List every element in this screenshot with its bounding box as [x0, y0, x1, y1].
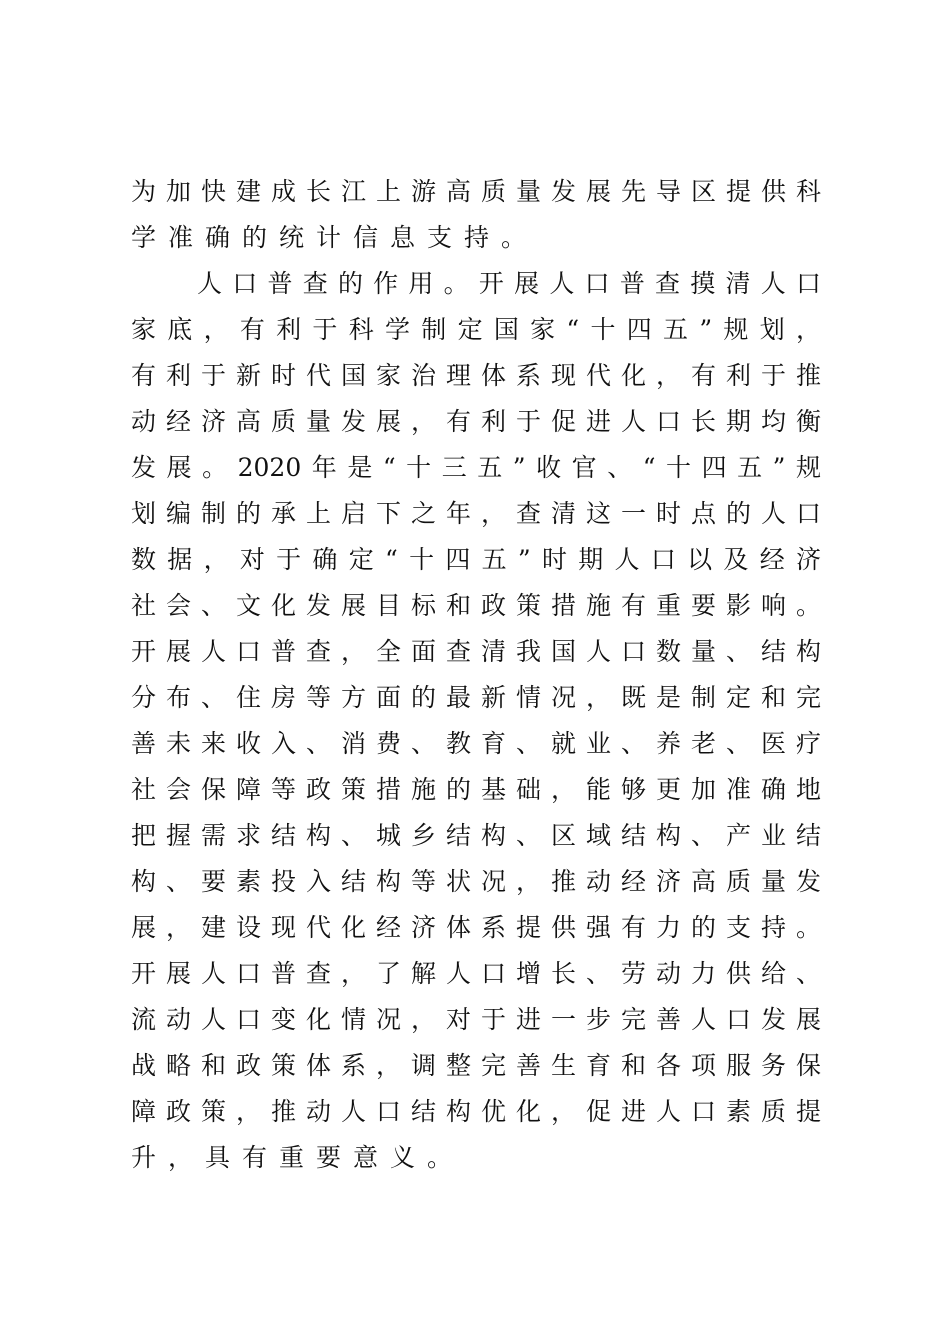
text-line-5: 有利于新时代国家治理体系现代化，有利于推 — [131, 361, 821, 390]
text-line-6: 动经济高质量发展，有利于促进人口长期均衡 — [131, 407, 821, 436]
text-line-21: 障政策，推动人口结构优化，促进人口素质提 — [131, 1097, 821, 1126]
text-line-9: 数据，对于确定“十四五”时期人口以及经济 — [131, 545, 821, 574]
text-line-10: 社会、文化发展目标和政策措施有重要影响。 — [131, 591, 821, 620]
text-line-19: 流动人口变化情况，对于进一步完善人口发展 — [131, 1005, 821, 1034]
text-line-2: 学准确的统计信息支持。 — [131, 223, 539, 252]
text-line-11: 开展人口普查，全面查清我国人口数量、结构 — [131, 637, 821, 666]
text-line-1: 为加快建成长江上游高质量发展先导区提供科 — [131, 177, 821, 206]
text-line-15: 把握需求结构、城乡结构、区域结构、产业结 — [131, 821, 821, 850]
text-line-16: 构、要素投入结构等状况，推动经济高质量发 — [131, 867, 821, 896]
text-line-14: 社会保障等政策措施的基础，能够更加准确地 — [131, 775, 821, 804]
text-line-22: 升，具有重要意义。 — [131, 1143, 465, 1172]
text-line-18: 开展人口普查，了解人口增长、劳动力供给、 — [131, 959, 821, 988]
text-line-13: 善未来收入、消费、教育、就业、养老、医疗 — [131, 729, 821, 758]
text-line-17: 展，建设现代化经济体系提供强有力的支持。 — [131, 913, 821, 942]
text-line-20: 战略和政策体系，调整完善生育和各项服务保 — [131, 1051, 821, 1080]
paragraph-heading-line: 人口普查的作用。开展人口普查摸清人口 — [197, 269, 821, 298]
text-line-8: 划编制的承上启下之年，查清这一时点的人口 — [131, 499, 821, 528]
text-line-7: 发展。2020年是“十三五”收官、“十四五”规 — [131, 453, 821, 482]
text-line-4: 家底，有利于科学制定国家“十四五”规划， — [131, 315, 821, 344]
text-line-12: 分布、住房等方面的最新情况，既是制定和完 — [131, 683, 821, 712]
